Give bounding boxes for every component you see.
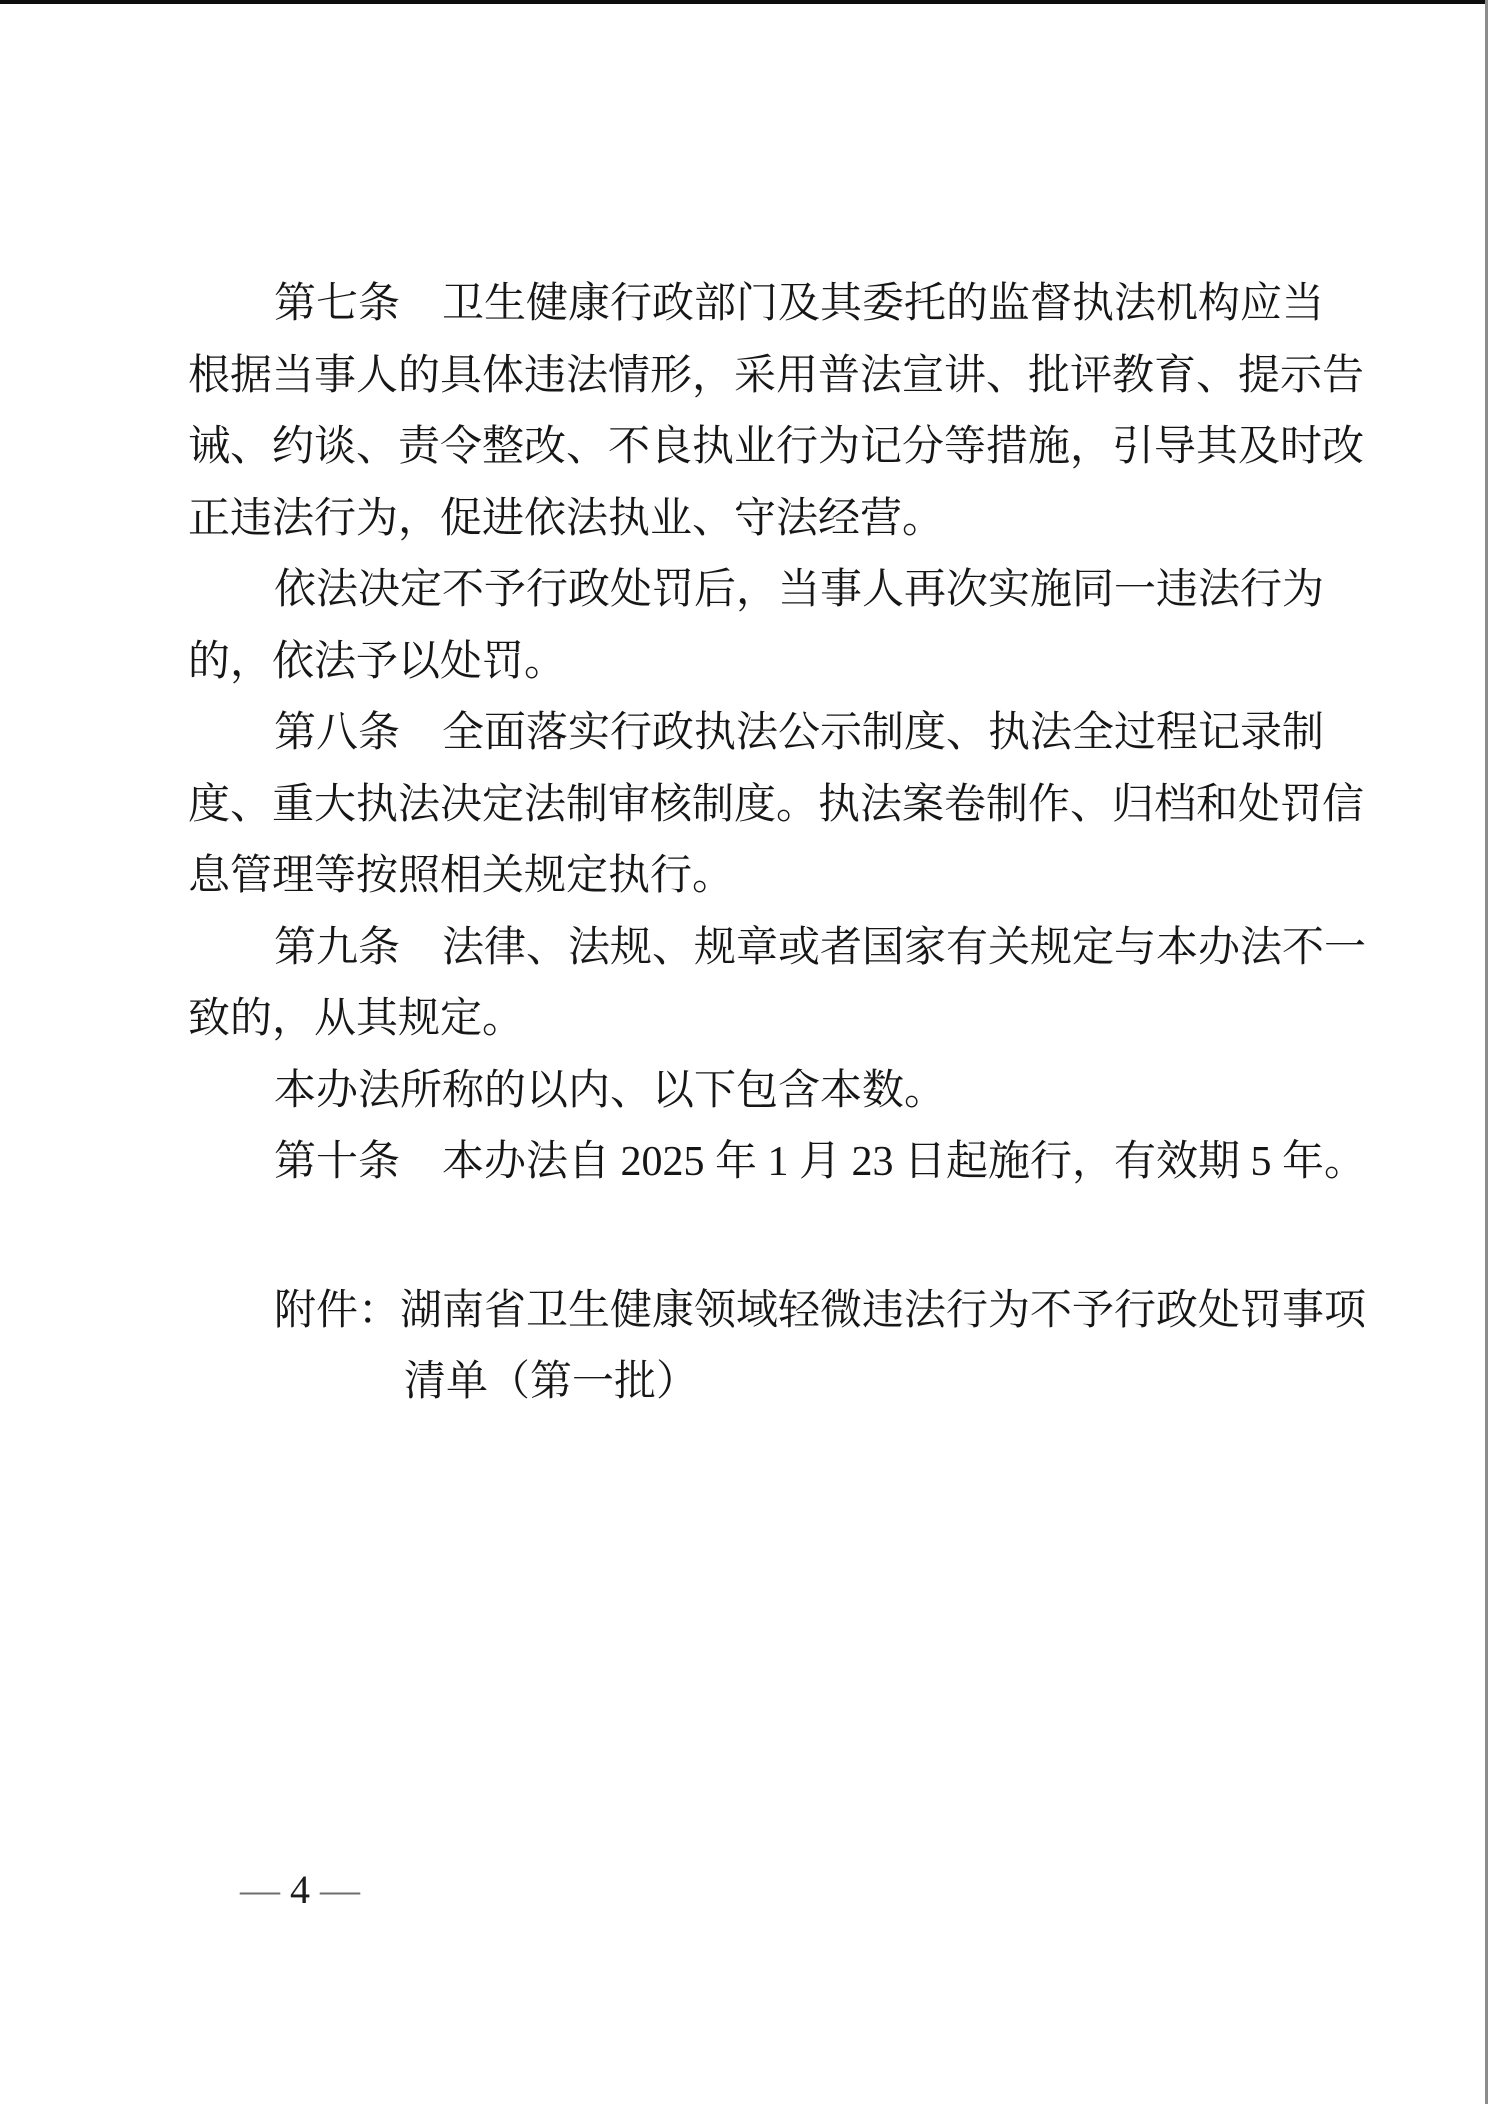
document-body xyxy=(188,269,1367,1419)
page-number-dash-left: — xyxy=(240,1867,280,1912)
article-9-line: 致的，从其规定。 xyxy=(188,996,525,1042)
article-8-line: 息管理等按照相关规定执行。 xyxy=(188,853,735,899)
article-9-line: 第九条 法律、法规、规章或者国家有关规定与本办法不一 xyxy=(274,924,1367,971)
article-7-line: 第七条 卫生健康行政部门及其委托的监督执法机构应当 xyxy=(274,281,1325,327)
attachment-line-1: 附件：湖南省卫生健康领域轻微违法行为不予行政处罚事项 xyxy=(274,1287,1367,1334)
article-7-line: 根据当事人的具体违法情形，采用普法宣讲、批评教育、提示告 xyxy=(188,352,1365,399)
page-number xyxy=(230,1862,370,1918)
article-8-line: 度、重大执法决定法制审核制度。执法案卷制作、归档和处罚信 xyxy=(188,781,1365,828)
article-9-para-2: 本办法所称的以内、以下包含本数。 xyxy=(274,1067,947,1114)
article-7-para-2: 的，依法予以处罚。 xyxy=(188,638,567,685)
article-7-line: 正违法行为，促进依法执业、守法经营。 xyxy=(188,495,945,542)
scan-top-edge xyxy=(0,0,1488,4)
attachment-note xyxy=(188,1276,1367,1419)
article-10-line: 第十条 本办法自 2025 年 1 月 23 日起施行，有效期 5 年。 xyxy=(274,1139,1367,1185)
page-number-dash-right: — xyxy=(320,1867,360,1912)
attachment-line-2: 清单（第一批） xyxy=(404,1359,699,1405)
article-7-para-2: 依法决定不予行政处罚后，当事人再次实施同一违法行为 xyxy=(274,567,1325,613)
article-8-line: 第八条 全面落实行政执法公示制度、执法全过程记录制 xyxy=(274,710,1325,756)
page-number-value: 4 xyxy=(290,1867,310,1912)
article-7-line: 诫、约谈、责令整改、不良执业行为记分等措施，引导其及时改 xyxy=(188,424,1365,470)
